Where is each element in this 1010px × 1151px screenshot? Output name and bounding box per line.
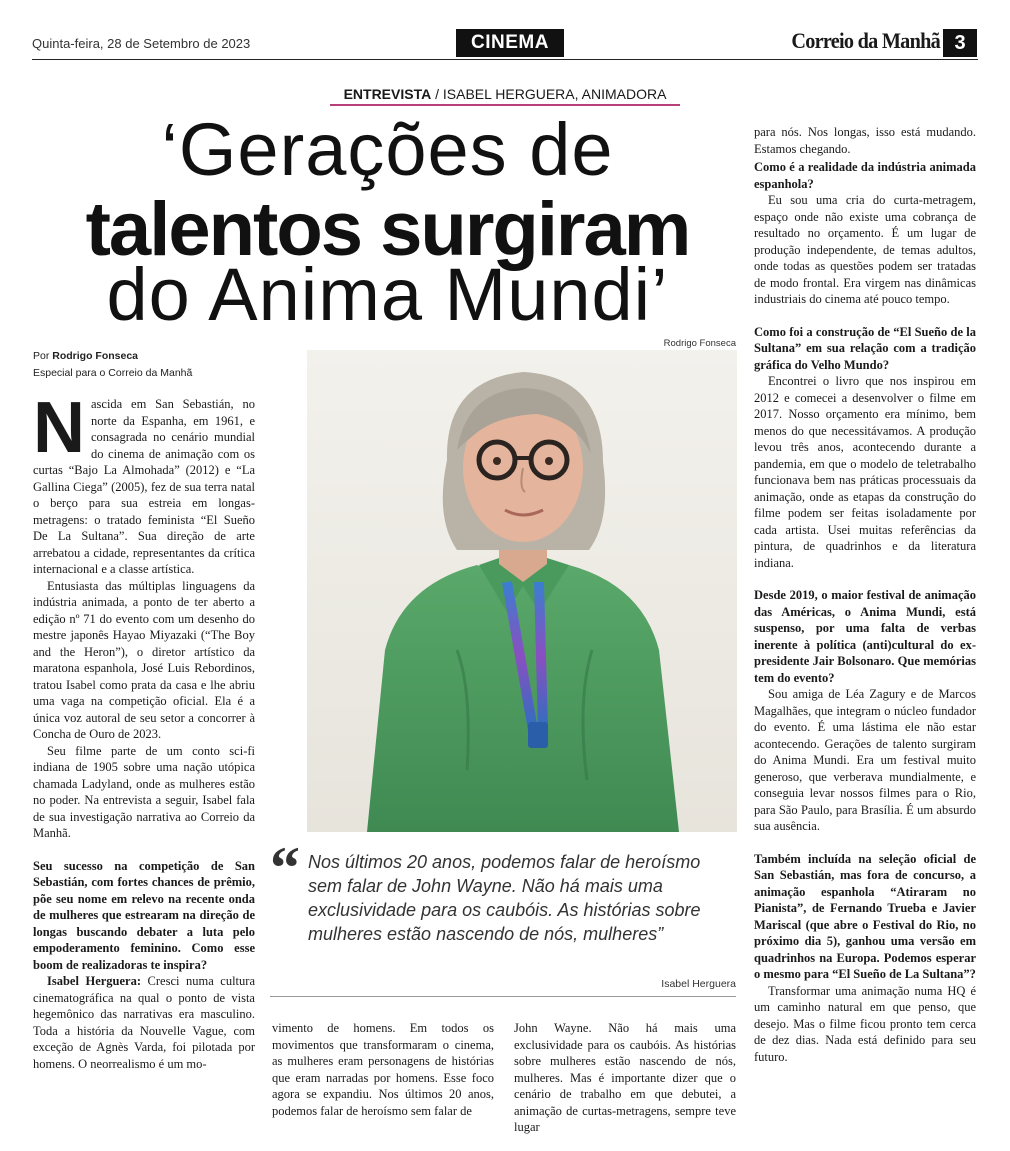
pull-quote-author: Isabel Herguera: [661, 978, 736, 990]
paragraph-2: Entusiasta das múltiplas linguagens da indústria animada, a ponto de ter aberto a edição nº 71 do evento com um desenho do mestre japonês Hayao Miyazaki (“The Boy and the Heron”), o diretor artístico da maratona espanhola, José Luis Rebordinos, tratou Isabel como prata da casa e lhe abriu uma vaga na competição oficial. Ela é a única voz autoral de seu setor a concorrer à Concha de Ouro de 2023.: [33, 578, 255, 741]
portrait-illustration: [307, 350, 737, 832]
paragraph-3: Seu filme parte de um conto sci-fi indiana de 1905 sobre uma nação utópica chamada Ladyland, onde as mulheres estão no poder. Na entrevista a seguir, Isabel fala de sua investigação narrativa ao Correio da Manhã.: [33, 743, 255, 840]
answer-4: Sou amiga de Léa Zagury e de Marcos Magalhães, que integram o núcleo fundador do evento. É uma lástima ele não estar acontecendo. Gerações de talento surgiram do Anima Mundi. Era um festival muito generoso, que verberava mundialmente, e conseguia levar nossos filmes para o Rio, para São Paulo, para Brasília. É um absurdo sua ausência.: [754, 687, 976, 833]
pull-quote: Nos últimos 20 anos, podemos falar de heroísmo sem falar de John Wayne. Não há mais uma exclusividade para os caubóis. As histórias sobre mulheres estão nascendo de nós, mulheres”: [308, 852, 701, 944]
headline-line-3: do Anima Mundi’: [106, 253, 669, 336]
section-label: CINEMA: [456, 29, 564, 57]
article-column-1: [33, 388, 255, 1072]
answer-3: Encontrei o livro que nos inspirou em 2012 e comecei a desenvolver o filme em 2017. Nosso orçamento era mínimo, bem menos do que necessitávamos. A produção levou três anos, acontecendo durante a pandemia, em que o modelo de teletrabalho funcionava bem nas práticas processuais da animação, onde as etapas da construção do filme podem ser feitas isoladamente por cada artista. Usei muitas referências da pintura, de quadrinhos e da literatura indiana.: [754, 374, 976, 570]
kicker-separator: /: [431, 86, 443, 102]
lead-paragraph: Nascida em San Sebastián, no norte da Espanha, em 1961, e consagrada no cenário mundial do cinema de animação com os curtas “Bajo La Almohada” (2012) e “La Gallina Ciega” (2005), fez de sua terra natal o berço para sua estreia em longas-metragens: o tratado feminista “El Sueño De La Sultana”. Sua direção de arte arrebatou a cidade, representantes da crítica internacional e a classe artística.: [33, 388, 255, 576]
byline-role: Especial para o Correio da Manhã: [33, 367, 193, 379]
question-2: Como é a realidade da indústria animada espanhola?: [754, 160, 976, 191]
kicker-subject: ISABEL HERGUERA, ANIMADORA: [442, 86, 667, 102]
kicker-underline: [330, 104, 680, 106]
photo-credit: Rodrigo Fonseca: [663, 338, 736, 349]
pull-quote-divider: [270, 996, 736, 997]
article-column-2: [272, 1020, 494, 1119]
question-5: Também incluída na seleção oficial de San Sebastián, mas fora de concurso, a animação espanhola “Atiraram no Pianista”, de Fernando Trueba e Javier Mariscal (que abre o Festival do Rio, no próximo dia 5), ganhou uma versão em quadrinhos na Europa. Podemos esperar o mesmo para “El Sueño de La Sultana”?: [754, 851, 976, 981]
page-number: 3: [943, 29, 977, 57]
byline-prefix: Por: [33, 350, 53, 362]
portrait-photo: [307, 350, 737, 832]
question-4: Desde 2019, o maior festival de animação das Américas, o Anima Mundi, está suspenso, por uma falta de verbas inerente à política (anti)cultural do ex-presidente Jair Bolsonaro. Que memórias tem do evento?: [754, 588, 976, 685]
headline-line-1: ‘Gerações de: [161, 108, 614, 191]
kicker-label: ENTREVISTA: [343, 86, 432, 102]
answer-2: Eu sou uma cria do curta-metragem, espaço onde não existe uma cobrança de resultado no orçamento. É um lugar de produção independente, de temas adultos, onde todas as questões podem ser tratadas de modo frontal. Era virgem nas dinâmicas industriais do cinema até pouco tempo.: [754, 193, 976, 306]
article-column-4: [754, 124, 976, 1065]
article-column-3: [514, 1020, 736, 1136]
answer-5: Transformar uma animação numa HQ é um caminho natural em que penso, que desejo. Mas o filme ficou pronto tem cerca de dez dias. Nada está definido para seu futuro.: [754, 983, 976, 1064]
answer-1-start: Isabel Herguera: Cresci numa cultura cinematográfica na qual o ponto de vista hegemônico das narrativas era masculino. Toda a história da Nouvelle Vague, com exceção de Agnès Varda, foi pilotada por homens. O neorrealismo é um mo-: [33, 974, 255, 1071]
answer-speaker: Isabel Herguera:: [47, 974, 142, 988]
question-1: Seu sucesso na competição de San Sebastián, com fortes chances de prêmio, põe seu nome em relevo na recente onda de mulheres que estrearam na direção de longas buscando debater a luta pelo empoderamento feminino. Como esse boom de realizadoras te inspira?: [33, 858, 255, 972]
answer-1-continued-2: John Wayne. Não há mais uma exclusividade para os caubóis. As histórias sobre mulheres estão nascendo de nós, mulheres. Mas é importante dizer que o cenário de trabalho em que debutei, a animação de curtas-metragens, sempre teve lugar: [514, 1021, 736, 1134]
opening-quote-icon: “: [270, 835, 300, 901]
answer-1-end: para nós. Nos longas, isso está mudando. Estamos chegando.: [754, 125, 976, 156]
headline-line-2: talentos surgiram: [85, 187, 690, 272]
header-divider: [32, 59, 978, 60]
byline-author: Rodrigo Fonseca: [52, 350, 139, 362]
drop-cap: N: [33, 388, 85, 468]
byline: [33, 348, 192, 382]
edition-date: Quinta-feira, 28 de Setembro de 2023: [32, 36, 251, 51]
kicker: [280, 86, 730, 102]
question-3: Como foi a construção de “El Sueño de la Sultana” em sua relação com a tradição gráfica do Velho Mundo?: [754, 324, 976, 372]
answer-1-continued: vimento de homens. Em todos os movimentos que transformaram o cinema, as mulheres eram personagens de histórias que eram narradas por homens. Esse foco agora se expandiu. Nos últimos 20 anos, podemos falar de heroísmo sem falar de: [272, 1021, 494, 1118]
newspaper-logo: Correio da Manhã: [791, 28, 940, 53]
